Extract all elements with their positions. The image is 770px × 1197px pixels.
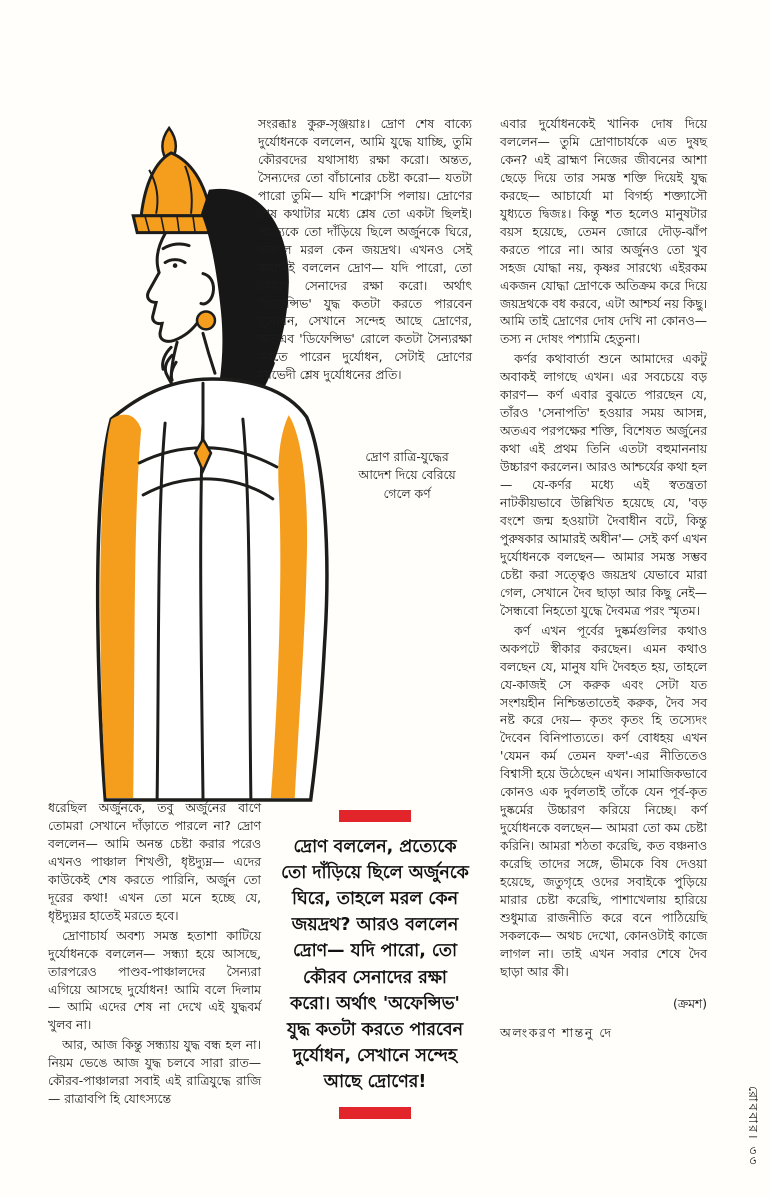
body-paragraph: সংরব্ধাঃ কুরু-সৃঞ্জয়াঃ। দ্রোণ শেষ বাক্যে দুর্যোধনকে বললেন, আমি যুদ্ধে যাচ্ছি, তুমি কৌরবদের যথাসাধ্য রক্ষা করো। অন্তত, সৈন্যদের তো বাঁচানোর চেষ্টা করো— যতটা পারো তুমি— যদি শক্নো'সি পলায়। দ্রোণের শেষ কথাটার মধ্যে শ্লেষ তো একটা ছিলই। প্রত্যেকে তো দাঁড়িয়ে ছিলে অর্জুনকে ঘিরে, তাহলে মরল কেন জয়দ্রথ। এখনও সেই কথাটাই বললেন দ্রোণ— যদি পারো, তো কৌরব সেনাদের রক্ষা করো। অর্থাৎ 'অফেন্সিভ' যুদ্ধ কতটা করতে পারবেন দুর্যোধন, সেখানে সন্দেহ আছে দ্রোণের, অতএব 'ডিফেন্সিভ' রোলে কতটা সৈন্যরক্ষা করতে পারেন দুর্যোধন, সেটাই দ্রোণের মর্মভেদী শ্লেষ দুর্যোধনের প্রতি। xyxy=(258,117,472,383)
body-paragraph: আর, আজ কিন্তু সন্ধ্যায় যুদ্ধ বন্ধ হল না। নিয়ম ভেঙে আজ যুদ্ধ চলবে সারা রাত— কৌরব-পাঞ্চালরা সবাই এই রাত্রিযুদ্ধে রাজি— রাত্রাবপি হি যোৎস্যন্তে xyxy=(48,1038,261,1107)
body-paragraph: এবার দুর্যোধনকেই খানিক দোষ দিয়ে বললেন— তুমি দ্রোণাচার্যকে এত দুষছ কেন? এই ব্রাহ্মণ নিজের জীবনের আশা ছেড়ে দিয়ে তার সমস্ত শক্তি দিয়েই যুদ্ধ করছে— আচার্যো মা বিগর্হ্য শক্ত্যাসৌ যুধ্যতে দ্বিজঃ। কিন্তু শত হলেও মানুষটার বয়স হয়েছে, তেমন জোরে দৌড়-ঝাঁপ করতে পারে না। আর অর্জুনও তো খুব সহজ যোদ্ধা নয়, কৃষ্ণর সারথ্যে এইরকম একজন যোদ্ধা দ্রোণকে অতিক্রম করে দিয়ে জয়দ্রথকে বধ করবে, এটা আশ্চর্য নয় কিছু। আমি তাই দ্রোণের দোষ দেখি না কোনও— তস্য ন দোষং পশ্যামি হেতুনা। xyxy=(500,117,707,347)
body-paragraph: কর্ণ এখন পূর্বের দুষ্কর্মগুলির কথাও অকপটে স্বীকার করছেন। এমন কথাও বলছেন যে, মানুষ যদি দৈবহত হয়, তাহলে যে-কাজই সে করুক এবং সেটা যত সংশয়হীন নিশ্চিন্ততাতেই করুক, দৈব সব নষ্ট করে দেয়— কৃতং কৃতং হি তস্যেদং দৈবেন বিনিপাত্যতে। কর্ণ বোধহয় এখন 'যেমন কর্ম তেমন ফল'-এর নীতিতেও বিশ্বাসী হয়ে উঠেছেন এখন। সামাজিকভাবে কোনও এক দুর্বলতাই তাঁকে যেন পূর্ব-কৃত দুষ্কর্মের উচ্চারণ করিয়ে নিচ্ছে। কর্ণ দুর্যোধনকে বলছেন— আমরা তো কম চেষ্টা করিনি। আমরা শঠতা করেছি, কত বঞ্চনাও করেছি তাদের সঙ্গে, ভীমকে বিষ দেওয়া হয়েছে, জতুগৃহে ওদের সবাইকে পুড়িয়ে মারার চেষ্টা করেছি, পাশাখেলায় হারিয়ে শুধুমাত্র রাজনীতি করে বনে পাঠিয়েছি সকলকে— অথচ দেখো, কোনওটাই কাজে লাগল না। তাই এখন সবার শেষে দৈব ছাড়া আর কী। xyxy=(500,623,707,979)
right-column xyxy=(500,116,707,1042)
pullquote xyxy=(281,810,469,1119)
body-paragraph: ধরেছিল অর্জুনকে, তবু অর্জুনের বাণে তোমরা সেখানে দাঁড়াতে পারলে না? দ্রোণ বললেন— আমি অনন্ত চেষ্টা করার পরেও এখনও পাঞ্চাল শিখণ্ডী, ধৃষ্টদ্যুম্ন— এদের কাউকেই শেষ করতে পারিনি, অর্জুন তো দূরের কথা! এখন তো মনে হচ্ছে যে, ধৃষ্টদ্যুম্নর হাতেই মরতে হবে। xyxy=(48,801,261,923)
intro-column xyxy=(258,116,472,385)
illustrator-credit: অলংকরণ শান্তনু দে xyxy=(500,1024,613,1040)
continued-marker: (ক্রমশ) xyxy=(673,996,707,1011)
pullquote-bottom-bar xyxy=(339,1107,411,1119)
body-paragraph: দ্রোণ রাত্রি-যুদ্ধের আদেশ দিয়ে বেরিয়ে গেলে কর্ণ xyxy=(358,450,456,501)
pullquote-top-bar xyxy=(339,810,411,822)
bottom-left-column xyxy=(48,800,261,1109)
page-number-label: রোববার। ৩৩ xyxy=(746,1086,761,1167)
earring xyxy=(197,311,215,329)
pullquote-text: দ্রোণ বললেন, প্রত্যেকে তো দাঁড়িয়ে ছিলে অর্জুনকে ঘিরে, তাহলে মরল কেন জয়দ্রথ? আরও বললেন দ্রোণ— যদি পারো, তো কৌরব সেনাদের রক্ষা করো। অর্থাৎ 'অফেন্সিভ' যুদ্ধ কতটা করতে পারবেন দুর্যোধন, সেখানে সন্দেহ আছে দ্রোণের! xyxy=(281,837,469,1092)
intro-column-tail xyxy=(348,448,466,503)
body-paragraph: দ্রোণাচার্য অবশ্য সমস্ত হতাশা কাটিয়ে দুর্যোধনকে বললেন— সন্ধ্যা হয়ে আসছে, তারপরেও পাণ্ডব-পাঞ্চালদের সৈন্যরা এগিয়ে আসছে দুর্যোধন! আমি বলে দিলাম— আমি এদের শেষ না দেখে এই যুদ্ধবর্ম খুলব না। xyxy=(48,928,261,1033)
body-paragraph: কর্ণর কথাবার্তা শুনে আমাদের একটু অবাকই লাগছে এখন। এর সবচেয়ে বড় কারণ— কর্ণ এবার বুঝতে পারছেন যে, তাঁরও 'সেনাপতি' হওয়ার সময় আসন্ন, অতএব পরপক্ষের শক্তি, বিশেষত অর্জুনের কথা এই প্রথম তিনি এতটা বহুমাননায় উচ্চারণ করলেন। আরও আশ্চর্যের কথা হল— যে-কর্ণর মধ্যে এই স্বতন্ত্রতা নাটকীয়ভাবে উল্লিখিত হয়েছে যে, 'বড় বংশে জন্ম হওয়াটা দৈবাধীন বটে, কিন্তু পুরুষকার আমারই অধীন'— সেই কর্ণ এখন দুর্যোধনকে বলছেন— আমার সমস্ত সম্ভব চেষ্টা করা সত্ত্বেও জয়দ্রথ যেভাবে মারা গেল, সেখানে দৈব ছাড়া আর কিছু নেই— সৈন্ধবো নিহতো যুদ্ধে দৈবমত্র পরং স্মৃতম। xyxy=(500,352,707,618)
robe xyxy=(98,379,327,800)
